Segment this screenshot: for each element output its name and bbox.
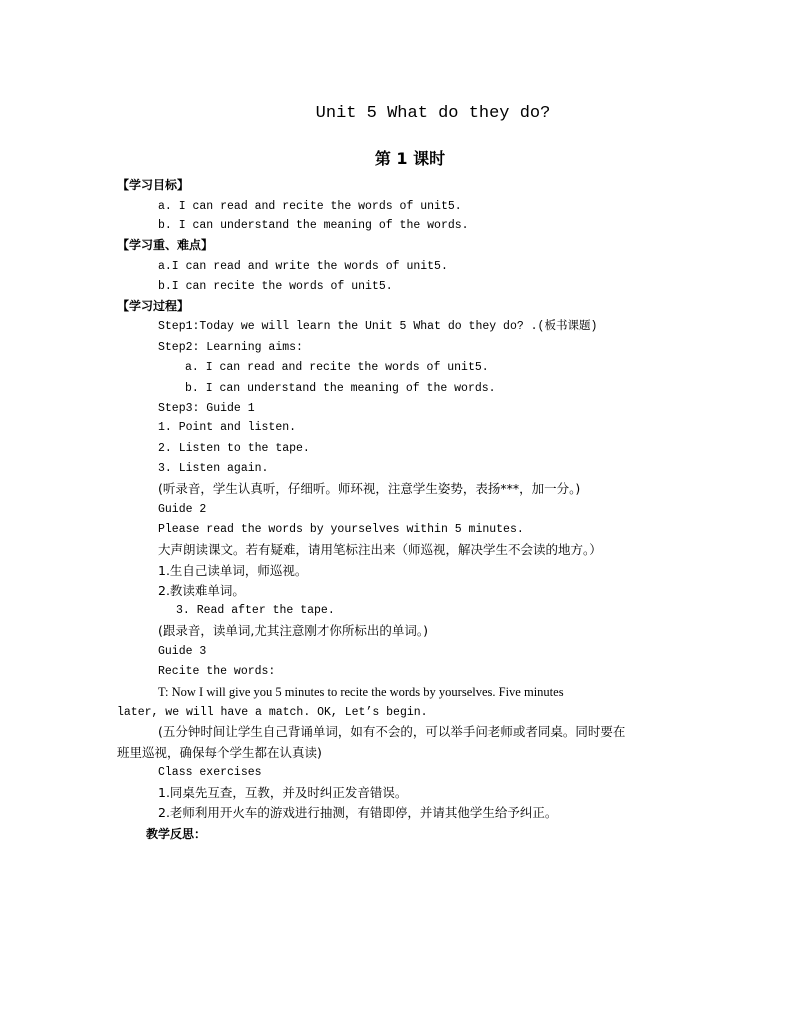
- document-line: Step3: Guide 1: [158, 402, 255, 415]
- document-line: 【学习重、难点】: [117, 238, 214, 252]
- document-line: 大声朗读课文。若有疑难，请用笔标注出来（师巡视，解决学生不会读的地方。）: [158, 542, 602, 557]
- document-line: (跟录音，读单词,尤其注意刚才你所标出的单词。): [158, 623, 428, 638]
- document-line: (五分钟时间让学生自己背诵单词，如有不会的，可以举手问老师或者同桌。同时要在: [158, 724, 626, 739]
- document-line: Please read the words by yourselves within 5 minutes.: [158, 523, 524, 536]
- document-line: 班里巡视，确保每个学生都在认真读): [117, 745, 322, 760]
- document-line: 3. Listen again.: [158, 462, 269, 475]
- document-line: 1.同桌先互查，互教，并及时纠正发音错误。: [158, 785, 408, 800]
- document-line: (听录音，学生认真听，仔细听。师环视，注意学生姿势，表扬***，加一分。): [158, 481, 581, 496]
- document-line: 1. Point and listen.: [158, 421, 297, 434]
- document-title: Unit 5 What do they do?: [315, 104, 551, 123]
- document-line: later, we will have a match. OK, Let’s begin.: [117, 706, 428, 719]
- document-line: b. I can understand the meaning of the words.: [185, 382, 496, 395]
- document-line: a.I can read and write the words of unit5.: [158, 260, 448, 273]
- document-line: a. I can read and recite the words of unit5.: [158, 200, 462, 213]
- document-line: b. I can understand the meaning of the words.: [158, 219, 469, 232]
- document-line: 教学反思：: [146, 827, 207, 841]
- document-line: 2.教读难单词。: [158, 583, 245, 598]
- document-line: 1.生自己读单词，师巡视。: [158, 563, 308, 578]
- document-line: 【学习目标】: [117, 178, 190, 192]
- document-line: 2.老师利用开火车的游戏进行抽测，有错即停，并请其他学生给予纠正。: [158, 805, 558, 820]
- document-line: Step1:Today we will learn the Unit 5 What do they do? .(板书课题): [158, 320, 598, 333]
- document-line: Class exercises: [158, 766, 262, 779]
- document-line: 2. Listen to the tape.: [158, 442, 310, 455]
- document-line: Step2: Learning aims:: [158, 341, 303, 354]
- document-line: Guide 3: [158, 645, 207, 658]
- document-line: a. I can read and recite the words of unit5.: [185, 361, 489, 374]
- document-line: Guide 2: [158, 503, 207, 516]
- document-line: T: Now I will give you 5 minutes to recite the words by yourselves. Five minutes: [158, 685, 564, 699]
- lesson-period: 第 1 课时: [374, 149, 446, 168]
- document-line: b.I can recite the words of unit5.: [158, 280, 393, 293]
- document-line: 【学习过程】: [117, 299, 190, 313]
- document-line: Recite the words:: [158, 665, 276, 678]
- document-line: 3. Read after the tape.: [176, 604, 335, 617]
